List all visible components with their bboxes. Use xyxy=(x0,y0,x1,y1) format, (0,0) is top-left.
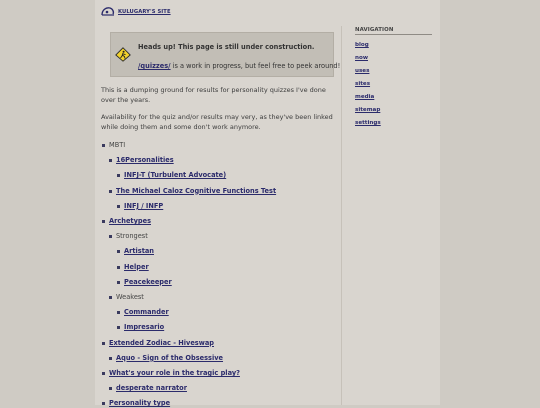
nav-link-uses[interactable]: uses xyxy=(355,68,370,74)
bullet-icon xyxy=(117,311,120,314)
bullet-icon xyxy=(109,296,112,299)
intro-paragraph: This is a dumping ground for results for personality quizzes I've done over the years. xyxy=(101,86,326,104)
list-item[interactable] xyxy=(124,308,169,317)
site-header[interactable] xyxy=(101,5,171,19)
list-item[interactable] xyxy=(116,354,223,363)
bullet-icon xyxy=(102,342,105,345)
list-item[interactable] xyxy=(124,247,154,256)
list-item-link[interactable]: Aquo - Sign of the Obsessive xyxy=(116,353,224,362)
list-item[interactable] xyxy=(109,217,151,226)
bullet-icon xyxy=(117,205,120,208)
list-item-link[interactable]: INFJ-T (Turbulent Advocate) xyxy=(124,171,227,180)
nav-link-settings[interactable]: settings xyxy=(355,120,381,126)
availability-paragraph: Availability for the quiz and/or results may very, as they've been linked while doing them and some don't work anymore. xyxy=(101,113,333,131)
construction-warning-icon xyxy=(115,47,131,62)
list-item-link[interactable]: Helper xyxy=(124,262,149,271)
list-item-link[interactable]: Archetypes xyxy=(109,217,151,225)
main-content xyxy=(101,26,342,408)
list-item[interactable] xyxy=(124,263,149,272)
list-item[interactable] xyxy=(116,156,174,165)
list-item-label: MBTI xyxy=(109,141,126,149)
nav-link-now[interactable]: now xyxy=(355,55,368,61)
list-item-label: Strongest xyxy=(116,232,148,241)
list-item-link[interactable]: Extended Zodiac - Hiveswap xyxy=(109,338,214,347)
list-item[interactable] xyxy=(124,323,164,332)
list-item xyxy=(109,141,125,150)
list-item-label: Weakest xyxy=(116,293,144,301)
list-item-link[interactable]: 16Personalities xyxy=(116,156,174,165)
list-item-link[interactable]: desperate narrator xyxy=(116,384,187,393)
list-item-link[interactable]: Artistan xyxy=(124,247,154,256)
bullet-icon xyxy=(102,372,105,375)
bullet-icon xyxy=(117,326,120,329)
list-item-link[interactable]: INFJ / INFP xyxy=(124,201,164,210)
notice-text xyxy=(138,62,340,70)
logo-icon xyxy=(101,6,115,18)
list-item[interactable] xyxy=(116,384,187,393)
list-item-link[interactable]: Impresario xyxy=(124,323,165,332)
bullet-icon xyxy=(117,174,120,177)
navigation-sidebar xyxy=(355,27,432,133)
bullet-icon xyxy=(109,159,112,162)
navigation-heading: NAVIGATION xyxy=(355,27,432,35)
list-item-link[interactable]: What's your role in the tragic play? xyxy=(109,369,240,377)
list-item xyxy=(116,232,148,241)
site-title-link[interactable]: KULUGARY'S SITE xyxy=(118,9,171,15)
notice-body: is a work in progress, but feel free to peek around! xyxy=(170,62,341,70)
bullet-icon xyxy=(102,144,105,147)
list-item[interactable] xyxy=(124,171,226,180)
bullet-icon xyxy=(109,357,112,360)
bullet-icon xyxy=(117,250,120,253)
list-item[interactable] xyxy=(116,187,276,196)
list-item[interactable] xyxy=(109,399,170,408)
list-item[interactable] xyxy=(124,202,163,211)
list-item-link[interactable]: Commander xyxy=(124,308,169,317)
list-item-link[interactable]: The Michael Caloz Cognitive Functions Test xyxy=(116,186,277,195)
notice-title: Heads up! This page is still under construction. xyxy=(138,43,315,51)
list-item[interactable] xyxy=(109,369,240,378)
list-item-link[interactable]: Peacekeeper xyxy=(124,277,172,286)
bullet-icon xyxy=(109,235,112,238)
nav-link-sites[interactable]: sites xyxy=(355,81,371,87)
list-item xyxy=(116,293,144,302)
nav-link-sitemap[interactable]: sitemap xyxy=(355,107,381,113)
nav-link-media[interactable]: media xyxy=(355,94,375,100)
bullet-icon xyxy=(109,387,112,390)
construction-notice xyxy=(110,32,341,77)
bullet-icon xyxy=(117,266,120,269)
list-item[interactable] xyxy=(109,339,214,348)
nav-link-blog[interactable]: blog xyxy=(355,42,369,48)
bullet-icon xyxy=(102,220,105,223)
quizzes-link[interactable]: /quizzes/ xyxy=(138,62,171,70)
list-item[interactable] xyxy=(124,278,172,287)
bullet-icon xyxy=(109,190,112,193)
list-item-link[interactable]: Personality type xyxy=(109,399,171,408)
bullet-icon xyxy=(117,281,120,284)
